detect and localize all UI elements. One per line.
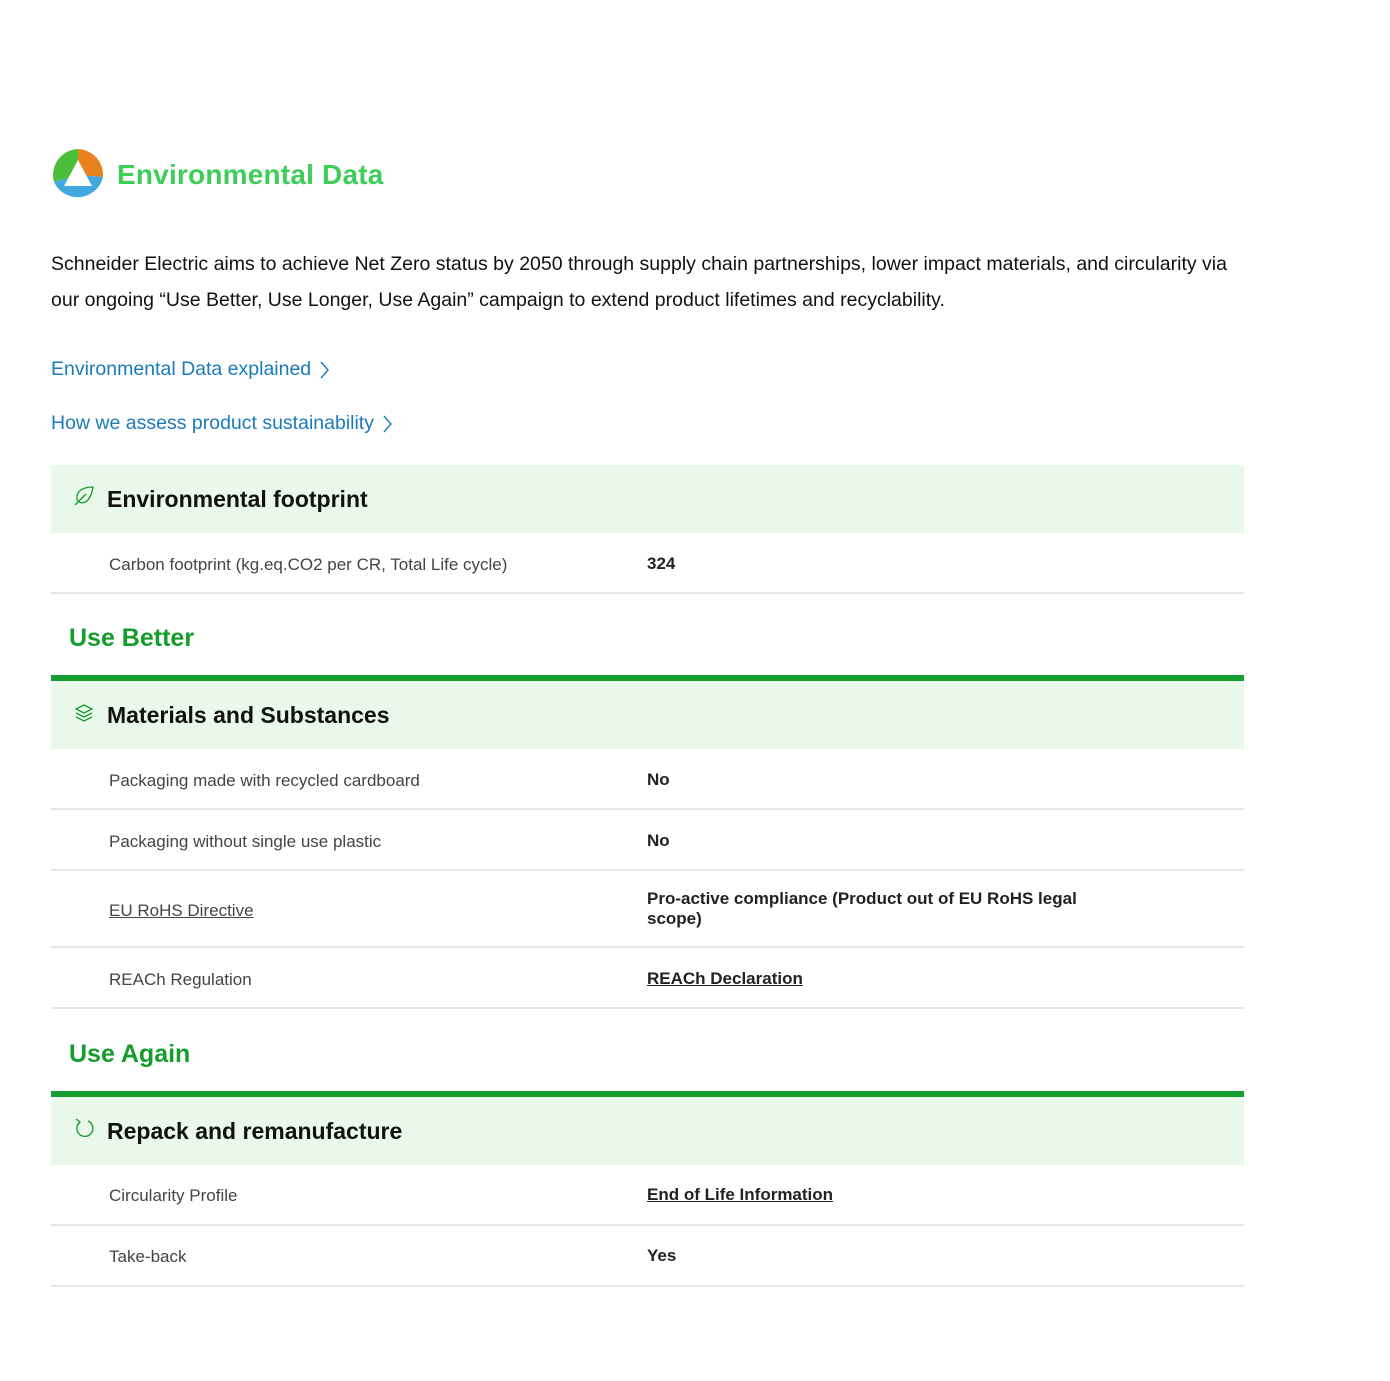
chevron-right-icon — [382, 415, 392, 433]
environmental-footprint-title: Environmental footprint — [107, 485, 368, 512]
row-label: Carbon footprint (kg.eq.CO2 per CR, Total Life cycle) — [109, 555, 508, 574]
page-title: Environmental Data — [117, 159, 384, 190]
row-label: Packaging made with recycled cardboard — [109, 771, 420, 790]
environmental-data-explained-link[interactable] — [51, 358, 329, 381]
table-row — [51, 1165, 1244, 1226]
intro-paragraph: Schneider Electric aims to achieve Net Zero status by 2050 through supply chain partnerships, lower impact materials, and circularity via our ongoing “Use Better, Use Longer, Use Again” campaign to extend product lifetimes and recyclability. — [51, 253, 1227, 311]
environmental-footprint-header — [51, 465, 1244, 533]
leaf-icon — [73, 485, 95, 507]
materials-substances-title: Materials and Substances — [107, 701, 390, 728]
assess-sustainability-label: How we assess product sustainability — [51, 412, 374, 434]
eu-rohs-directive-link[interactable]: EU RoHS Directive — [109, 901, 254, 920]
page-header — [51, 147, 384, 203]
use-again-title: Use Again — [69, 1040, 191, 1068]
row-label: REACh Regulation — [109, 970, 252, 989]
row-label: Take-back — [109, 1247, 187, 1266]
environmental-data-explained-label: Environmental Data explained — [51, 358, 312, 380]
repack-remanufacture-title: Repack and remanufacture — [107, 1117, 403, 1144]
row-value: No — [647, 770, 670, 789]
row-value: 324 — [647, 554, 676, 573]
row-value: No — [647, 831, 670, 850]
table-row — [51, 749, 1244, 810]
refresh-icon — [73, 1117, 95, 1139]
table-row — [51, 1226, 1244, 1287]
table-row — [51, 533, 1244, 594]
row-label: Packaging without single use plastic — [109, 832, 382, 851]
assess-sustainability-link[interactable] — [51, 412, 392, 435]
table-row — [51, 871, 1244, 948]
chevron-right-icon — [319, 361, 329, 379]
layers-icon — [73, 701, 95, 723]
environmental-triangle-logo — [51, 148, 105, 202]
use-better-title: Use Better — [69, 624, 195, 652]
end-of-life-information-link[interactable]: End of Life Information — [647, 1185, 834, 1204]
row-label: Circularity Profile — [109, 1186, 238, 1205]
materials-substances-header — [51, 681, 1244, 749]
row-value: Yes — [647, 1246, 677, 1265]
table-row — [51, 810, 1244, 871]
table-row — [51, 948, 1244, 1009]
repack-remanufacture-header — [51, 1097, 1244, 1165]
row-value: Pro-active compliance (Product out of EU RoHS legal scope) — [647, 889, 1077, 928]
reach-declaration-link[interactable]: REACh Declaration — [647, 969, 803, 988]
